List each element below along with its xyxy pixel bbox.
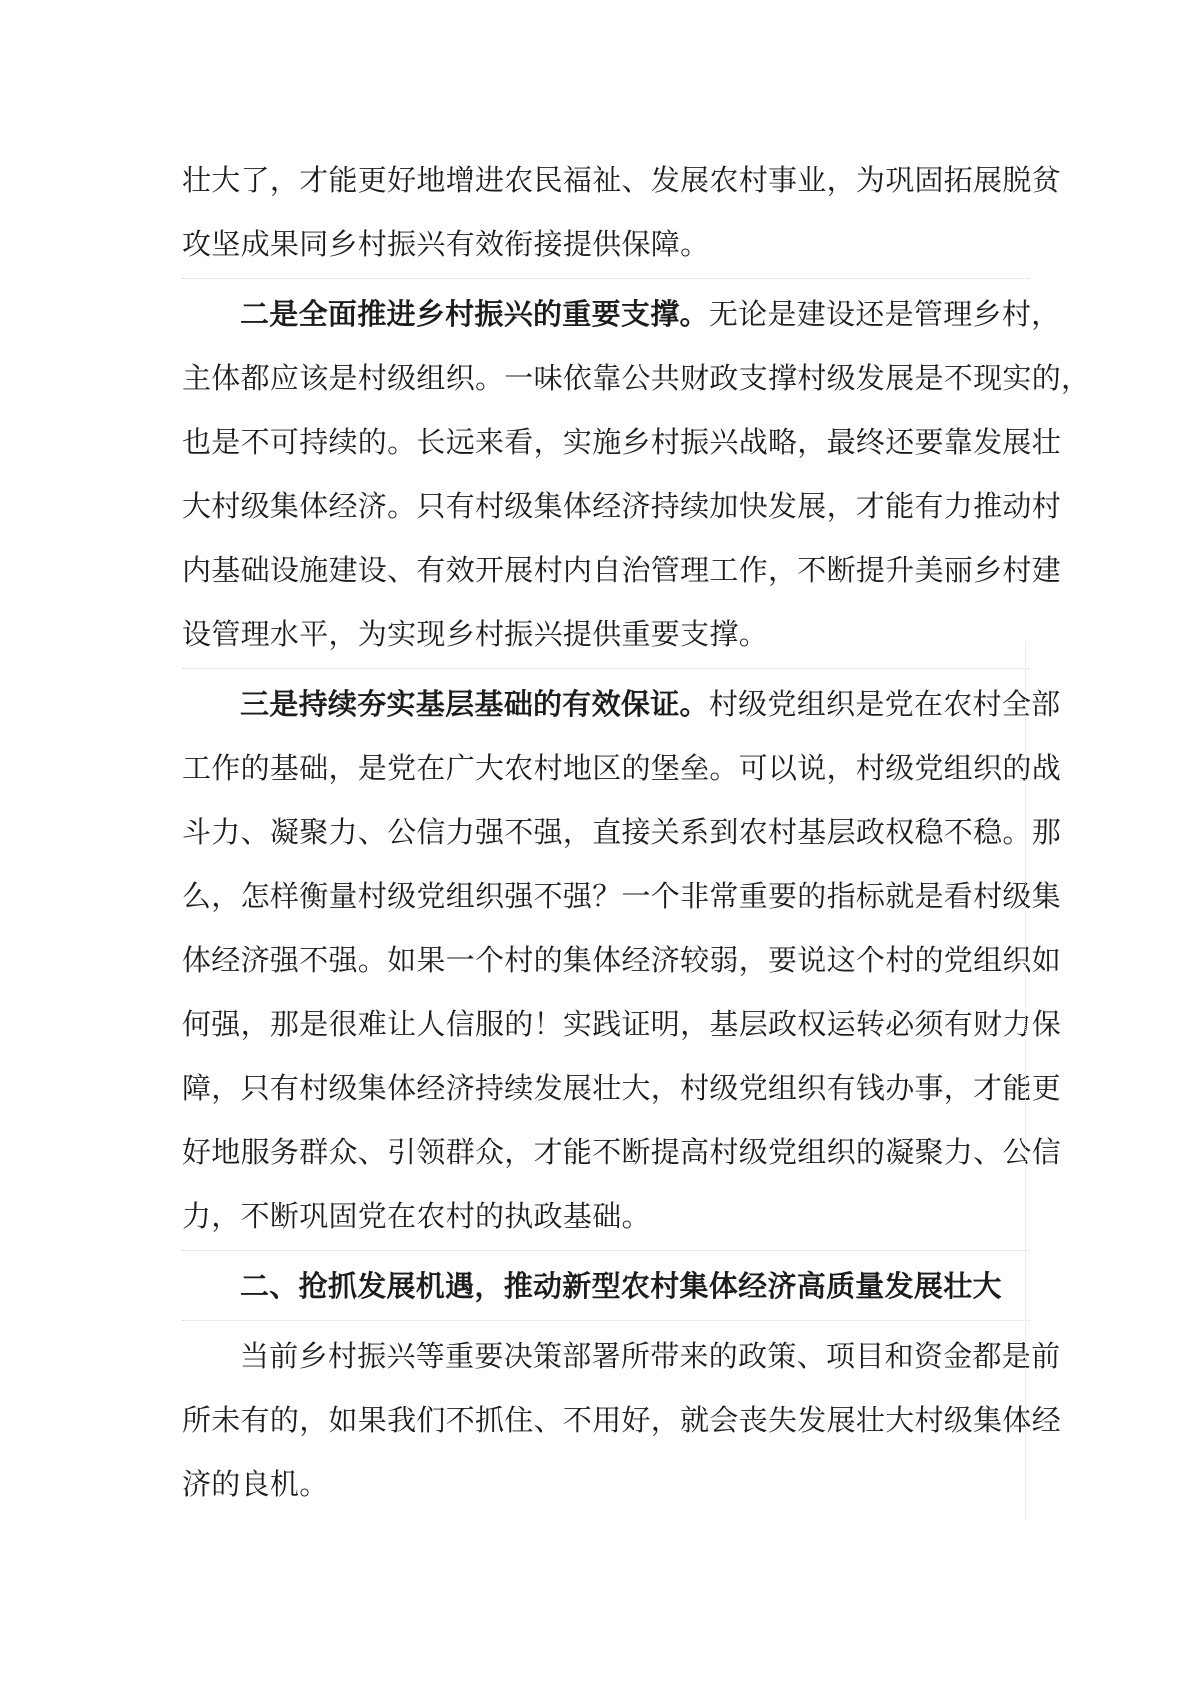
paragraph-line: 么，怎样衡量村级党组织强不强？一个非常重要的指标就是看村级集 <box>182 879 1062 913</box>
paragraph-line <box>182 1324 1061 1388</box>
paragraph-line: 工作的基础，是党在广大农村地区的堡垒。可以说，村级党组织的战 <box>182 751 1062 785</box>
margin-guide-line <box>1025 640 1026 1520</box>
document-body <box>182 148 1091 1516</box>
paragraph-line: 所未有的，如果我们不抓住、不用好，就会丧失发展壮大村级集体经 <box>182 1403 1062 1437</box>
paragraph-line: 力，不断巩固党在农村的执政基础。 <box>182 1184 1030 1248</box>
paragraph-line: 内基础设施建设、有效开展村内自治管理工作，不断提升美丽乡村建 <box>182 553 1062 587</box>
paragraph-text: 村级党组织是党在农村全部 <box>708 687 1061 721</box>
paragraph-line: 主体都应该是村级组织。一味依靠公共财政支撑村级发展是不现实的， <box>182 361 1091 395</box>
paragraph-lead: 三是持续夯实基层基础的有效保证。 <box>240 687 709 721</box>
paragraph-line <box>182 672 1061 736</box>
paragraph-line: 壮大了，才能更好地增进农民福祉、发展农村事业，为巩固拓展脱贫 <box>182 163 1062 197</box>
paragraph-line: 障，只有村级集体经济持续发展壮大，村级党组织有钱办事，才能更 <box>182 1071 1062 1105</box>
paragraph-line: 何强，那是很难让人信服的！实践证明，基层政权运转必须有财力保 <box>182 1007 1062 1041</box>
paragraph-lead: 二是全面推进乡村振兴的重要支撑。 <box>240 297 709 331</box>
paragraph-line: 济的良机。 <box>182 1467 329 1501</box>
paragraph-line: 也是不可持续的。长远来看，实施乡村振兴战略，最终还要靠发展壮 <box>182 425 1062 459</box>
paragraph-text: 当前乡村振兴等重要决策部署所带来的政策、项目和资金都是前 <box>240 1339 1061 1373</box>
paragraph-line <box>182 282 1061 346</box>
paragraph-line: 大村级集体经济。只有村级集体经济持续加快发展，才能有力推动村 <box>182 489 1062 523</box>
paragraph-line: 体经济强不强。如果一个村的集体经济较弱，要说这个村的党组织如 <box>182 943 1062 977</box>
paragraph-line: 设管理水平，为实现乡村振兴提供重要支撑。 <box>182 602 1030 666</box>
section-heading-text: 二、抢抓发展机遇，推动新型农村集体经济高质量发展壮大 <box>240 1269 1002 1303</box>
paragraph-line: 攻坚成果同乡村振兴有效衔接提供保障。 <box>182 212 1030 276</box>
paragraph-text: 无论是建设还是管理乡村， <box>708 297 1061 331</box>
paragraph-line: 斗力、凝聚力、公信力强不强，直接关系到农村基层政权稳不稳。那 <box>182 815 1062 849</box>
section-heading <box>182 1254 1030 1318</box>
paragraph-line: 好地服务群众、引领群众，才能不断提高村级党组织的凝聚力、公信 <box>182 1135 1062 1169</box>
